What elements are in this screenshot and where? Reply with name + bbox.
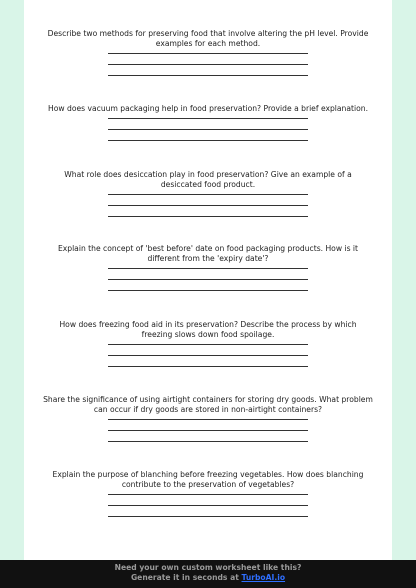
question-2 <box>24 104 392 141</box>
answer-line[interactable] <box>108 129 308 130</box>
answer-line[interactable] <box>108 118 308 119</box>
promo-footer <box>0 560 416 588</box>
answer-line[interactable] <box>108 75 308 76</box>
answer-line[interactable] <box>108 268 308 269</box>
answer-line[interactable] <box>108 419 308 420</box>
footer-line-2 <box>0 573 416 583</box>
question-4 <box>24 244 392 291</box>
answer-line[interactable] <box>108 505 308 506</box>
answer-line[interactable] <box>108 494 308 495</box>
worksheet-page <box>24 0 392 560</box>
answer-line[interactable] <box>108 441 308 442</box>
footer-line-1: Need your own custom worksheet like this? <box>114 563 302 572</box>
question-3 <box>24 170 392 217</box>
answer-line[interactable] <box>108 290 308 291</box>
answer-line[interactable] <box>108 355 308 356</box>
answer-line[interactable] <box>108 216 308 217</box>
question-text: Share the significance of using airtight containers for storing dry goods. What problem can occur if dry goods are stored in non-airtight containers? <box>43 395 373 414</box>
answer-line[interactable] <box>108 140 308 141</box>
answer-line[interactable] <box>108 194 308 195</box>
question-5 <box>24 320 392 367</box>
answer-line[interactable] <box>108 516 308 517</box>
question-text: Explain the concept of 'best before' date on food packaging products. How is it different from the 'expiry date'? <box>57 244 359 263</box>
answer-line[interactable] <box>108 205 308 206</box>
answer-line[interactable] <box>108 279 308 280</box>
question-text: Describe two methods for preserving food that involve altering the pH level. Provide examples for each method. <box>47 29 369 48</box>
question-1 <box>24 29 392 76</box>
answer-line[interactable] <box>108 430 308 431</box>
question-text: What role does desiccation play in food preservation? Give an example of a desiccated food product. <box>64 170 352 189</box>
footer-line-2-prefix: Generate it in seconds at <box>130 573 242 582</box>
answer-line[interactable] <box>108 366 308 367</box>
answer-line[interactable] <box>108 53 308 54</box>
answer-line[interactable] <box>108 344 308 345</box>
turboai-link[interactable]: TurboAI.io <box>241 573 286 582</box>
question-text: How does freezing food aid in its preservation? Describe the process by which freezing slows down food spoilage. <box>59 320 357 339</box>
question-text: How does vacuum packaging help in food preservation? Provide a brief explanation. <box>48 104 368 113</box>
question-7 <box>24 470 392 517</box>
answer-line[interactable] <box>108 64 308 65</box>
question-text: Explain the purpose of blanching before freezing vegetables. How does blanching contribute to the preservation of vegetables? <box>52 470 364 489</box>
question-6 <box>24 395 392 442</box>
